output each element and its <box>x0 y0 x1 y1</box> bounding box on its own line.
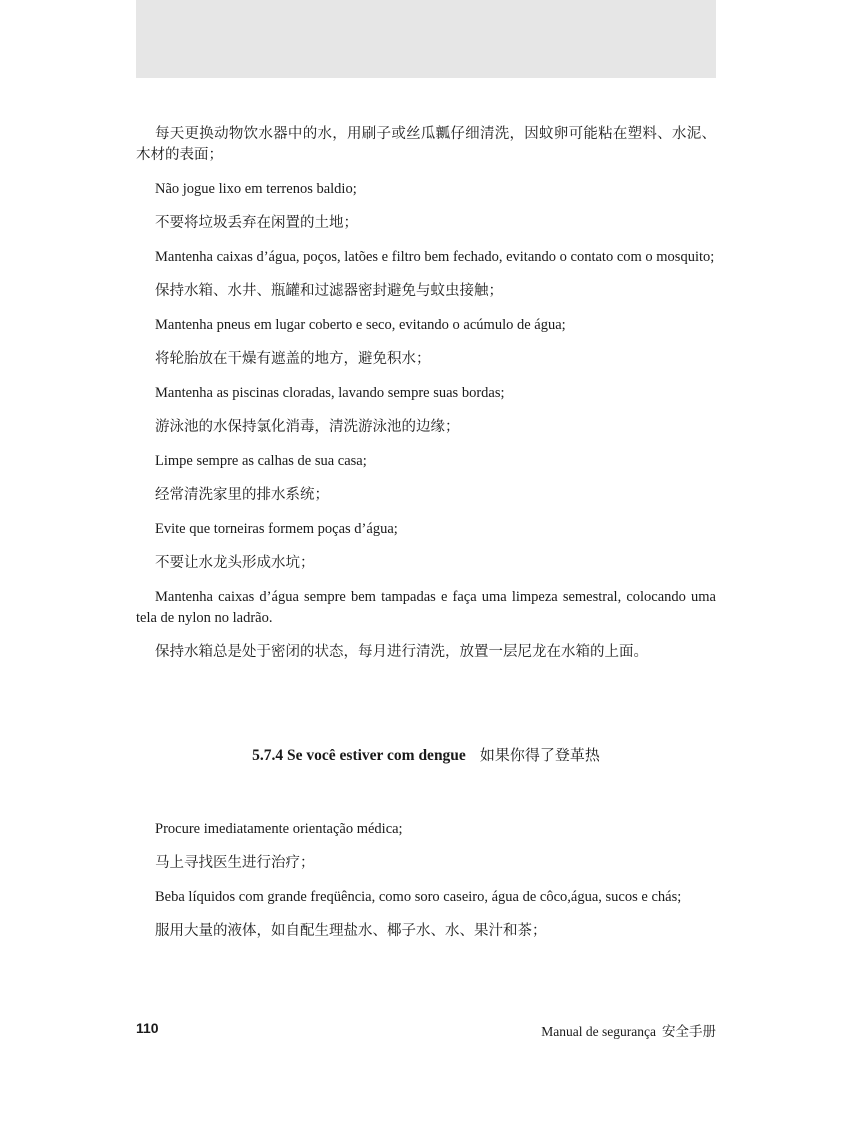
running-title-pt: Manual de segurança <box>541 1024 656 1039</box>
paragraph: Não jogue lixo em terrenos baldio; <box>155 181 357 197</box>
page-content <box>136 124 716 955</box>
paragraphs-after <box>136 819 716 942</box>
paragraph: 服用大量的液体，如自配生理盐水、椰子水、水、果汁和茶； <box>155 923 547 939</box>
running-title-zh: 安全手册 <box>662 1024 716 1040</box>
paragraph: 游泳池的水保持氯化消毒，清洗游泳池的边缘； <box>155 419 460 435</box>
paragraph: 不要让水龙头形成水坑； <box>155 555 315 571</box>
paragraph: Mantenha caixas d’água sempre bem tampadas e faça uma limpeza semestral, colocando uma tela de nylon no ladrão. <box>136 589 716 626</box>
paragraph: Mantenha pneus em lugar coberto e seco, evitando o acúmulo de água; <box>155 317 566 333</box>
paragraph: 将轮胎放在干燥有遮盖的地方，避免积水； <box>155 351 431 367</box>
paragraph: 马上寻找医生进行治疗； <box>155 855 315 871</box>
section-title-zh: 如果你得了登革热 <box>479 746 600 764</box>
paragraph: Limpe sempre as calhas de sua casa; <box>155 453 367 469</box>
paragraph: Beba líquidos com grande freqüência, como soro caseiro, água de côco,água, sucos e chás; <box>155 889 682 905</box>
header-band <box>136 0 716 78</box>
page-number: 110 <box>136 1020 159 1036</box>
paragraph: 保持水箱、水井、瓶罐和过滤器密封避免与蚊虫接触； <box>155 283 503 299</box>
paragraph: Mantenha caixas d’água, poços, latões e filtro bem fechado, evitando o contato com o mosquito; <box>155 249 715 265</box>
section-heading <box>136 744 716 765</box>
paragraph: Evite que torneiras formem poças d’água; <box>155 521 398 537</box>
paragraph: 经常清洗家里的排水系统； <box>155 487 329 503</box>
running-title <box>541 1020 716 1040</box>
paragraph: 保持水箱总是处于密闭的状态，每月进行清洗，放置一层尼龙在水箱的上面。 <box>155 644 648 660</box>
paragraph: Procure imediatamente orientação médica; <box>155 821 403 837</box>
paragraphs-before <box>136 124 716 663</box>
paragraph: Mantenha as piscinas cloradas, lavando sempre suas bordas; <box>155 385 505 401</box>
page-footer <box>136 1020 716 1042</box>
section-title: 5.7.4 Se você estiver com dengue <box>252 747 466 764</box>
paragraph: 每天更换动物饮水器中的水，用刷子或丝瓜瓤仔细清洗，因蚊卵可能粘在塑料、水泥、木材的表面； <box>136 126 716 163</box>
paragraph: 不要将垃圾丢弃在闲置的土地； <box>155 215 358 231</box>
